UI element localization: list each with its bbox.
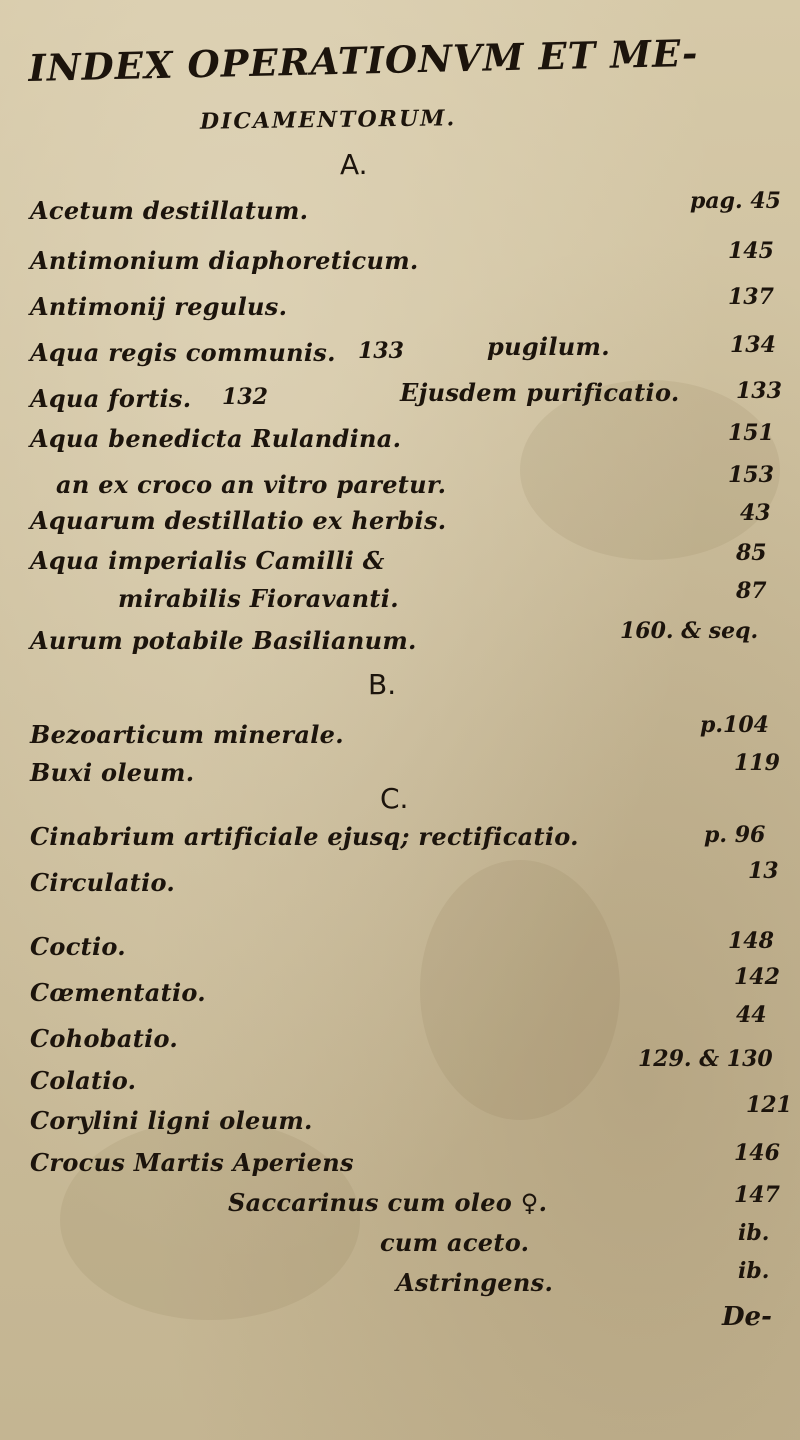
index-entry: Aqua benedicta Rulandina.	[30, 424, 402, 453]
page-reference: 129. & 130	[638, 1046, 773, 1072]
page-reference: 44	[736, 1002, 767, 1028]
page-reference: 137	[728, 284, 774, 310]
page-reference: p.104	[700, 712, 769, 738]
page-reference: 121	[746, 1092, 792, 1118]
index-entry: Colatio.	[30, 1066, 137, 1095]
page-reference: 85	[736, 540, 767, 566]
page-reference: 146	[734, 1140, 780, 1166]
index-entry: Acetum destillatum.	[30, 196, 309, 225]
page-reference: 134	[730, 332, 776, 358]
index-entry: Antimonium diaphoreticum.	[30, 246, 419, 275]
page-reference: 132	[222, 384, 268, 410]
page-reference: 160. & seq.	[620, 618, 759, 644]
page-reference: 148	[728, 928, 774, 954]
section-letter-b: B.	[368, 668, 397, 701]
index-subentry: Ejusdem purificatio.	[400, 378, 680, 407]
page-reference: 153	[728, 462, 774, 488]
page-reference: ib.	[738, 1220, 770, 1246]
index-entry: Corylini ligni oleum.	[30, 1106, 313, 1135]
section-letter-a: A.	[340, 148, 368, 181]
index-entry: Crocus Martis Aperiens	[30, 1148, 354, 1177]
page-reference: 87	[736, 578, 767, 604]
index-entry: Cinabrium artificiale ejusq; rectificatio.	[30, 822, 579, 851]
index-title: INDEX OPERATIONVM ET ME-	[28, 30, 699, 90]
index-entry: Antimonij regulus.	[30, 292, 288, 321]
index-entry: Aqua fortis.	[30, 384, 192, 413]
index-entry: Cœmentatio.	[30, 978, 206, 1007]
index-subtitle: DICAMENTORUM.	[199, 105, 457, 135]
index-entry: Buxi oleum.	[30, 758, 195, 787]
page-reference: 147	[734, 1182, 780, 1208]
index-entry: Aqua regis communis.	[30, 338, 336, 367]
index-entry: Cohobatio.	[30, 1024, 179, 1053]
index-entry: Saccarinus cum oleo ♀.	[228, 1188, 548, 1217]
page-reference: 133	[736, 378, 782, 404]
page-reference: p. 96	[704, 822, 766, 848]
index-entry: cum aceto.	[380, 1228, 530, 1257]
page-reference: 43	[740, 500, 771, 526]
page-reference: pag. 45	[690, 188, 781, 214]
page-reference: 133	[358, 338, 404, 364]
index-entry: an ex croco an vitro paretur.	[56, 470, 447, 499]
index-entry: Circulatio.	[30, 868, 176, 897]
index-entry: Aurum potabile Basilianum.	[30, 626, 417, 655]
page-reference: 119	[734, 750, 780, 776]
index-subentry: pugilum.	[487, 332, 610, 361]
index-entry: mirabilis Fioravanti.	[118, 584, 399, 613]
catchword: De-	[722, 1302, 772, 1332]
page-reference: 145	[728, 238, 774, 264]
paper-stain	[420, 860, 620, 1120]
page-reference: ib.	[738, 1258, 770, 1284]
index-entry: Coctio.	[30, 932, 126, 961]
index-entry: Aquarum destillatio ex herbis.	[30, 506, 447, 535]
page-reference: 13	[748, 858, 779, 884]
page-reference: 142	[734, 964, 780, 990]
page-reference: 151	[728, 420, 774, 446]
index-entry: Bezoarticum minerale.	[30, 720, 344, 749]
index-entry: Astringens.	[396, 1268, 554, 1297]
index-entry: Aqua imperialis Camilli &	[30, 546, 385, 575]
section-letter-c: C.	[380, 782, 409, 815]
